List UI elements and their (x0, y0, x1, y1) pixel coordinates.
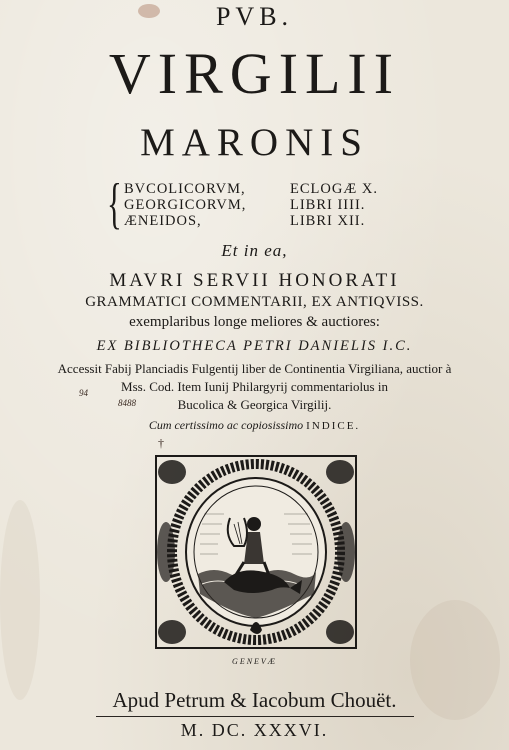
curly-brace-icon: { (107, 173, 122, 235)
work-name: BVCOLICORVM, (124, 181, 246, 197)
margin-mark-icon: † (158, 436, 164, 450)
author-name-title: VIRGILII (108, 41, 401, 106)
index-label: INDICE. (306, 420, 361, 432)
printers-device-emblem (154, 454, 358, 650)
city-of-printing: GENEVÆ (232, 657, 277, 666)
works-list (124, 181, 246, 229)
commentary-description-2: exemplaribus longe meliores & auctiores: (129, 314, 380, 330)
accessit-line: Bucolica & Georgica Virgilij. (177, 397, 332, 412)
publication-date: M. DC. XXXVI. (180, 720, 329, 740)
index-note (0, 418, 509, 433)
accessit-line: Mss. Cod. Item Iunij Philargyrij commentariolus in (121, 379, 388, 394)
work-books: LIBRI IIII. (290, 197, 366, 213)
commentator-name: MAVRI SERVII HONORATI (109, 270, 400, 291)
library-source: EX BIBLIOTHECA PETRI DANIELIS I.C. (96, 338, 413, 354)
margin-annotation: 94 (79, 388, 88, 398)
index-note-text: Cum certissimo ac copiosissimo (148, 418, 304, 432)
work-name: GEORGICORVM, (124, 197, 247, 213)
author-praenomen: PVB. (215, 2, 294, 31)
work-books: LIBRI XII. (290, 213, 366, 229)
work-name: ÆNEIDOS, (124, 213, 202, 229)
imprint-rule (96, 716, 414, 717)
margin-annotation: 8488 (118, 398, 136, 408)
commentary-description: GRAMMATICI COMMENTARII, EX ANTIQVISS. (85, 294, 424, 310)
paper-stain (0, 500, 40, 700)
work-books: ECLOGÆ X. (290, 181, 378, 197)
author-cognomen: MARONIS (140, 121, 369, 164)
et-in-ea: Et in ea, (221, 241, 288, 260)
accessit-paragraph (0, 360, 509, 414)
accessit-line: Accessit Fabij Planciadis Fulgentij liber de Continentia Virgiliana, auctior à (57, 361, 452, 376)
books-count-list (290, 181, 378, 229)
printer-imprint: Apud Petrum & Iacobum Chouët. (112, 688, 397, 712)
